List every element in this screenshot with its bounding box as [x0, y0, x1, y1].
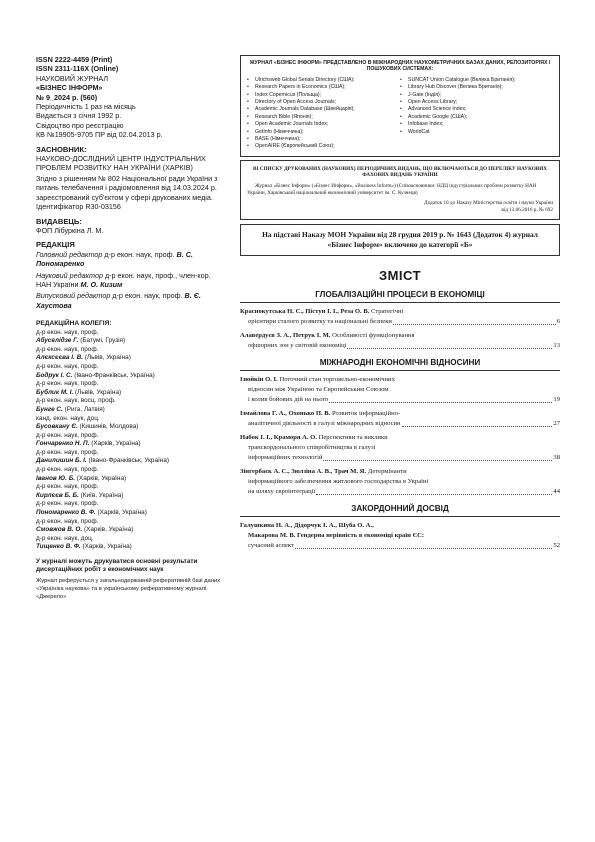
board-member-name: Іванов Ю. Б.: [36, 474, 76, 482]
chief-editor-title: д-р екон. наук, проф.: [104, 249, 175, 259]
toc-leader: [347, 341, 552, 349]
toc-page-number: 38: [553, 454, 560, 462]
board-member-title: д-р екон. наук, проф.: [36, 362, 99, 370]
toc-leader: [393, 317, 556, 325]
toc-entry-authors: Ізюйкін О. І.: [240, 376, 278, 384]
ministry-order: Додаток 10 до Наказу Міністерства освіти і науки України: [424, 200, 553, 207]
toc-entry-title: відносин між Україною та Європейським Союзом: [248, 386, 389, 394]
toc-entry-title: і колив бойових дій на нього: [248, 396, 329, 404]
indexing-header: ЖУРНАЛ «БІЗНЕС ІНФОРМ» ПРЕДСТАВЛЕНО В МІЖНАРОДНИХ НАУКОМЕТРИЧНИХ БАЗАХ ДАНИХ, РЕПОЗИТОРІЯХ І ПОШУКОВИХ СИСТЕМАХ:: [249, 60, 551, 73]
toc-entry[interactable]: [240, 433, 560, 463]
bullet-icon: •: [247, 113, 249, 120]
toc-entry[interactable]: [240, 331, 560, 351]
index-item-label: Ulrichsweb Global Serials Directory (США);: [255, 76, 355, 83]
toc-entry[interactable]: [240, 409, 560, 429]
toc-entry-authors: Зінгербаєк А. С., Зюлзіна А. В., Трач М. Я.: [240, 468, 367, 476]
board-member-place: (Кишинів, Молдова): [79, 423, 139, 431]
publisher-heading: ВИДАВЕЦЬ:: [36, 216, 82, 226]
toc-entry-authors: Ізмайлова Г. А., Охонько П. В.: [240, 410, 331, 418]
bullet-icon: •: [247, 76, 249, 83]
toc-entry-title: сучасний аспект: [248, 542, 294, 550]
category-box: На підставі Наказу МОН України від 28 грудня 2019 р. № 1643 (Додаток 4) журнал «Бізнес Інформ» включено до категорії «Б»: [240, 224, 560, 256]
bullet-icon: •: [247, 121, 249, 128]
bullet-icon: •: [247, 84, 249, 91]
founder-name: НАУКОВО-ДОСЛІДНИЙ ЦЕНТР ІНДУСТРІАЛЬНИХ ПРОБЛЕМ РОЗВИТКУ НАН УКРАЇНИ (ХАРКІВ): [36, 154, 206, 173]
science-editor-role: Науковий редактор: [36, 270, 103, 280]
toc-leader: [295, 541, 553, 549]
toc-title: ЗМІСТ: [378, 268, 422, 284]
index-item-label: BASE (Німеччина);: [255, 136, 301, 143]
issn-online: ISSN 2311-116X (Online): [36, 64, 119, 74]
indexing-box: [240, 55, 560, 157]
board-member: [36, 526, 222, 535]
toc-leader: [323, 453, 552, 461]
science-editor-name: М. О. Кизим: [80, 279, 123, 289]
index-item: [400, 121, 553, 128]
bullet-icon: •: [247, 136, 249, 143]
science-editor: [36, 271, 222, 290]
index-item: [247, 129, 400, 136]
issue-editor: [36, 291, 222, 310]
toc-entry-authors: Краснокутська Н. С., Пістун І. І., Реза О. В.: [240, 308, 370, 316]
ministry-list-header: ВІ СПИСКУ ДРУКОВАНИХ (НАУКОВИХ) ПЕРІОДИЧНИХ ВИДАНЬ, ЩО ВКЛЮЧАЮТЬСЯ ДО ПЕРЕЛІКУ НАУКОВИХ ФАХОВИХ ВИДАНЬ УКРАЇНИ: [252, 165, 548, 179]
registration-decision: Згідно з рішенням № 802 Національної ради України з питань телебачення і радіомовлення від 14.03.2024 р. зареєстрований суб'єктом у сфері друкованих медіа. Ідентифікатор R30-03156: [36, 173, 218, 212]
index-item-label: OpenAIRE (Європейський Союз);: [255, 143, 335, 150]
index-item-label: Open Access Library;: [408, 99, 458, 106]
bullet-icon: •: [400, 84, 402, 91]
toc-leader: [329, 395, 552, 403]
index-item: [247, 92, 400, 99]
index-item-label: SUNCAT Union Catalogue (Велика Британія);: [408, 76, 516, 83]
board-member-name: Тищенко В. Ф.: [36, 543, 81, 551]
index-item-label: Research Bible (Японія);: [255, 113, 313, 120]
toc-entry-title: інформаційного забезпечення житлового господарства в Україні: [248, 478, 429, 486]
index-item: [400, 77, 553, 84]
index-item-label: Advanced Science Index;: [408, 106, 467, 113]
board-member-title: д-р екон. наук, проф.: [36, 380, 99, 388]
board-member-place: (Київ, Україна): [80, 491, 124, 499]
chief-editor-role: Головний редактор: [36, 249, 103, 259]
bullet-icon: •: [247, 128, 249, 135]
journal-type: НАУКОВИЙ ЖУРНАЛ: [36, 73, 109, 83]
toc-entry-title: транскордонального співробітництва в галузі: [248, 444, 376, 452]
toc-page-number: 44: [553, 488, 560, 496]
abstracting-notice: Журнал реферується у загальнодержавній реферативній базі даних «Україніка наукова» та в українському реферативному журналі «Джерело»: [36, 578, 221, 600]
board-member: [36, 372, 222, 381]
certificate-number: КВ №19905-9705 ПР від 02.04.2013 р.: [36, 130, 163, 140]
masthead-column: [36, 55, 222, 601]
board-member-name: Данилишин Б. І.: [36, 457, 87, 465]
periodicity: Періодичність 1 раз на місяць: [36, 102, 136, 112]
index-item: [247, 121, 400, 128]
main-column: [240, 55, 560, 551]
toc-entry[interactable]: [240, 467, 560, 497]
ministry-list-body: Журнал «Бізнес Інформ» («Бізнес Информ», «Business Inform») (Співзасновники: НДЦ індустріальних проблем розвитку НАН України, Харківський національний економічний університет ім. С. Кузнеця): [247, 183, 537, 197]
issue-editor-name: В. Є. Хаустова: [36, 291, 201, 310]
indexing-list-right: [400, 77, 553, 151]
toc-entry-title: на шляху євроінтеграції: [248, 488, 316, 496]
index-item: [400, 99, 553, 106]
index-item-label: Research Papers in Economics (США);: [255, 84, 346, 91]
toc-leader: [316, 487, 552, 495]
issue-editor-role: Випусковий редактор: [36, 291, 111, 301]
board-member-place: (Львів, Україна): [75, 388, 122, 396]
toc-entry-title: інформаційних технологій: [248, 454, 323, 462]
board-member-name: Бунге С.: [36, 405, 63, 413]
index-item: [247, 114, 400, 121]
toc-page-number: 19: [553, 396, 560, 404]
bullet-icon: •: [400, 128, 402, 135]
toc-section-heading: ЗАКОРДОННИЙ ДОСВІД: [240, 504, 560, 517]
board-member-name: Бодрук І. С.: [36, 371, 73, 379]
index-item: [247, 143, 400, 150]
science-editor-title: д-р екон. наук, проф., член-кор. НАН України: [36, 270, 211, 289]
board-member-place: (Харків, Україна): [97, 509, 147, 517]
board-member-place: (Батумі, Грузія): [80, 337, 126, 345]
board-member-place: (Івано-Франківськ, Україна): [88, 457, 170, 465]
index-item: [247, 106, 400, 113]
index-item: [400, 84, 553, 91]
toc-entry-authors: Галушкина Н. А., Дідорчук І. А., Шуба О. А.,: [240, 522, 374, 530]
board-member-name: Бусовкану Є.: [36, 423, 78, 431]
board-member-place: (Львів, Україна): [84, 354, 131, 362]
ministry-order-date: від 13.06.2016 р. № 692: [501, 207, 553, 214]
chief-editor-name: В. С. Пономаренко: [36, 249, 193, 269]
board-list: [36, 329, 222, 552]
bullet-icon: •: [400, 76, 402, 83]
index-item-label: GetInfo (Німеччина);: [255, 128, 304, 135]
bullet-icon: •: [400, 99, 402, 106]
index-item: [247, 77, 400, 84]
board-member-name: Пономаренко В. Ф.: [36, 509, 96, 517]
index-item: [400, 129, 553, 136]
toc-entry-title: орієнтири сталого розвитку та національні безпеки: [248, 318, 392, 326]
toc-page-number: 52: [553, 542, 560, 550]
board-member: [36, 423, 222, 432]
toc-entry-title: аналітичної діяльності в галузі міжнародних відносин: [248, 420, 401, 428]
index-item-label: Academic Journals Database (Швейцарія);: [255, 106, 355, 113]
board-member: [36, 543, 222, 552]
toc-entry-title: Детермінанти: [367, 468, 407, 476]
index-item-label: Infobase Index;: [408, 121, 444, 128]
board-member-place: (Харків, Україна): [83, 526, 134, 534]
bullet-icon: •: [247, 99, 249, 106]
founder-heading: ЗАСНОВНИК:: [36, 144, 87, 154]
board-member-title: д-р екон. наук, проф.: [36, 466, 99, 474]
toc-entry-title: Поточний стан торговельно-економічних: [279, 376, 395, 384]
index-item-label: Library Hub Discover (Велика Британія);: [408, 84, 503, 91]
index-item: [400, 114, 553, 121]
toc-entry-title: офшорних зон у світовій економіці: [248, 342, 347, 350]
board-member-title: д-р екон. наук, восц. проф.: [36, 397, 116, 405]
dissertation-notice: У журналі можуть друкуватися основні результати дисертаційних робіт з економічних наук: [36, 558, 198, 574]
board-member: [36, 406, 222, 415]
board-member-title: д-р екон. наук, проф.: [36, 483, 99, 491]
board-member-name: Гончаренко Н. П.: [36, 440, 90, 448]
bullet-icon: •: [247, 106, 249, 113]
certificate-label: Свідоцтво про реєстрацію: [36, 120, 124, 130]
toc-entry-title: Макарова М. В. Гендерна нерівність в економіці країн ЄС:: [248, 532, 425, 540]
board-member-title: д-р екон. наук, проф.: [36, 431, 99, 439]
bullet-icon: •: [400, 106, 402, 113]
index-item: [400, 92, 553, 99]
board-member: [36, 389, 222, 398]
toc-leader: [402, 419, 553, 427]
toc-entry-title: Розвиток інформаційно-: [332, 410, 401, 418]
board-member-title: д-р екон. наук, проф.: [36, 500, 99, 508]
board-member: [36, 440, 222, 449]
publisher-name: ФОП Лібуркіна Л. М.: [36, 225, 104, 235]
issue-number: № 9_2024 р. (560): [36, 92, 98, 102]
index-item-label: Index Copernicus (Польща);: [255, 91, 322, 98]
issue-editor-title: д-р екон. наук, проф.: [112, 291, 183, 301]
publication-since: Видається з січня 1992 р.: [36, 111, 122, 121]
board-member: [36, 457, 222, 466]
board-member-place: (Харків, Україна): [76, 474, 127, 482]
toc-section-heading: ГЛОБАЛІЗАЦІЙНІ ПРОЦЕСИ В ЕКОНОМІЦІ: [240, 290, 560, 303]
toc-entry-authors: Алавердуєв З. А., Петрук І. М.: [240, 332, 331, 340]
board-member-place: (Івано-Франківськ, Україна): [74, 371, 155, 379]
bullet-icon: •: [400, 91, 402, 98]
index-item-label: Academic Google (США);: [408, 113, 468, 120]
bullet-icon: •: [247, 91, 249, 98]
board-member-title: д-р екон. наук, доц.: [36, 534, 94, 542]
board-member-title: д-р екон. наук, проф.: [36, 448, 99, 456]
board-member-title: д-р екон. наук, проф.: [36, 517, 99, 525]
toc-entry-title: Перспективи та виклики: [318, 434, 388, 442]
index-item-label: J-Gate (Індія);: [408, 91, 442, 98]
board-member: [36, 475, 222, 484]
toc-entry-title: Особливості функціонування: [332, 332, 415, 340]
toc-entry-authors: Набок І. І., Краморя А. О.: [240, 434, 317, 442]
board-member-name: Абуселідзе Г.: [36, 337, 79, 345]
board-heading: РЕДАКЦІЙНА КОЛЕГІЯ:: [36, 320, 112, 328]
toc-section-heading: МІЖНАРОДНІ ЕКОНОМІЧНІ ВІДНОСИНИ: [240, 358, 560, 371]
editorial-heading: РЕДАКЦІЯ: [36, 240, 75, 250]
index-item-label: Directory of Open Access Journals;: [255, 99, 337, 106]
board-member-title: д-р екон. наук, проф.: [36, 328, 99, 336]
board-member: [36, 337, 222, 346]
indexing-list-left: [247, 77, 400, 151]
bullet-icon: •: [400, 113, 402, 120]
table-of-contents: [240, 290, 560, 551]
board-member-name: Алєксєєва І. В.: [36, 354, 83, 362]
toc-entry-title: Стратегічні: [371, 308, 404, 316]
board-member-name: Смовжов В. О.: [36, 526, 83, 534]
toc-entry[interactable]: [240, 521, 560, 551]
toc-page-number: 13: [553, 342, 560, 350]
journal-name: «БІЗНЕС ІНФОРМ»: [36, 83, 103, 93]
board-member-name: Кирлєєв Б. Б.: [36, 491, 79, 499]
board-member: [36, 354, 222, 363]
board-member-title: д-р екон. наук, проф.: [36, 345, 99, 353]
board-member-place: (Рига, Латвія): [64, 405, 105, 413]
toc-entry[interactable]: [240, 307, 560, 327]
board-member-name: Бублик М. І.: [36, 388, 74, 396]
bullet-icon: •: [400, 121, 402, 128]
board-member-title: канд. екон. наук, доц.: [36, 414, 100, 422]
ministry-list-box: [240, 160, 560, 220]
index-item: [247, 84, 400, 91]
index-item-label: WorldCat: [408, 128, 430, 135]
toc-page-number: 6: [556, 318, 560, 326]
toc-entry[interactable]: [240, 375, 560, 405]
toc-page-number: 27: [553, 420, 560, 428]
board-member-place: (Харків, Україна): [82, 543, 132, 551]
issn-print: ISSN 2222-4459 (Print): [36, 55, 113, 64]
index-item: [400, 106, 553, 113]
board-member: [36, 509, 222, 518]
chief-editor: [36, 250, 222, 269]
board-member-place: (Харків, Україна): [91, 440, 141, 448]
index-item-label: Open Academic Journals Index;: [255, 121, 329, 128]
bullet-icon: •: [247, 143, 249, 150]
board-member: [36, 492, 222, 501]
